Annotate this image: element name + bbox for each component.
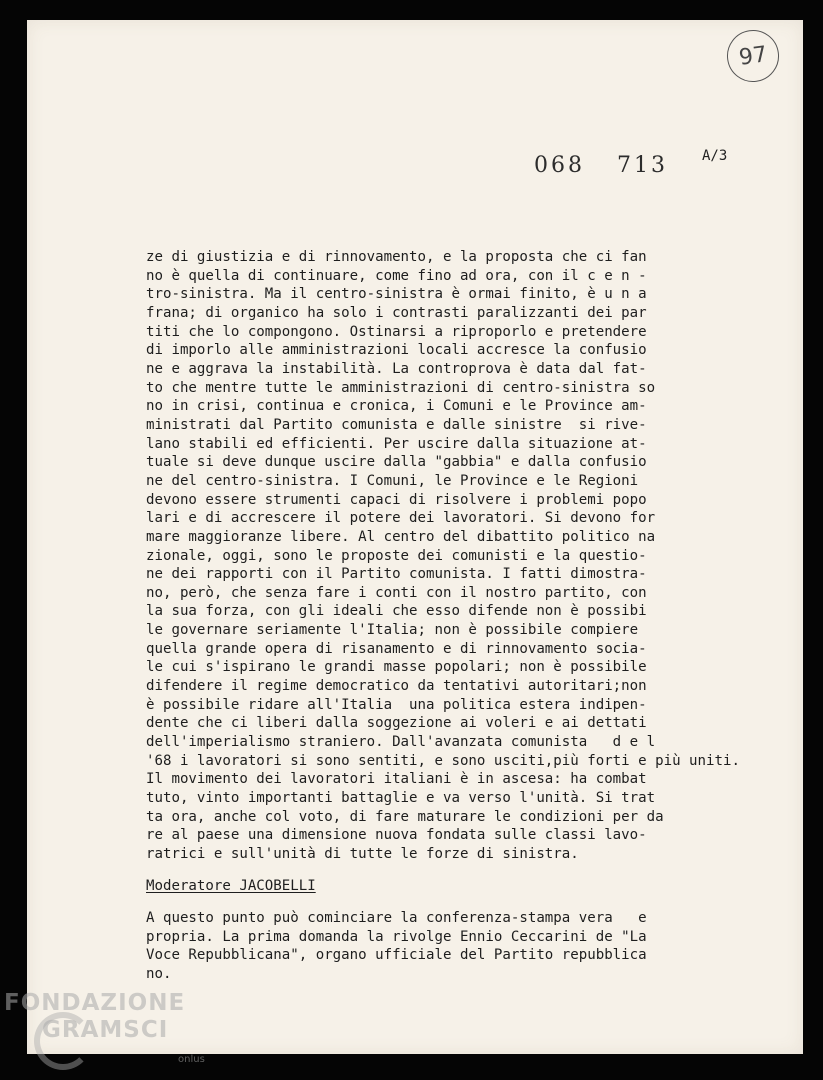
- handwritten-page-number: [724, 27, 783, 86]
- document-page: [27, 20, 803, 1054]
- watermark-line1: FONDAZIONE: [4, 990, 186, 1016]
- page-number-text: 97: [737, 41, 769, 71]
- reply-paragraph: A questo punto può cominciare la conferenza-stampa vera e propria. La prima domanda la rivolge Ennio Ceccarini de "La Voce Repubblicana", organo ufficiale del Partito repubblica no.: [146, 910, 647, 982]
- watermark-logo-icon: [34, 1012, 92, 1070]
- speaker-label: Moderatore JACOBELLI: [146, 878, 316, 894]
- folio-label: A/3: [702, 148, 728, 164]
- body-paragraph: ze di giustizia e di rinnovamento, e la proposta che ci fan no è quella di continuare, come fino ad ora, con il c e n - tro-sinistra. Ma il centro-sinistra è ormai finito, è u n a frana; di organico ha solo i contrasti paralizzanti dei par titi che lo compongono. Ostinarsi a riproporlo e pretendere di imporlo alle amministrazioni locali accresce la confusio ne e aggrava la instabilità. La controprova è data dal fat- to che mentre tutte le amministrazioni di centro-sinistra so no in crisi, continua e cronica, i Comuni e le Province am- ministrati dal Partito comunista e dalle sinistre si rive- lano stabili ed efficienti. Per uscire dalla situazione at- tuale si deve dunque uscire dalla "gabbia" e dalla confusio ne del centro-sinistra. I Comuni, le Province e le Regioni devono essere strumenti capaci di risolvere i problemi popo lari e di accrescere il potere dei lavoratori. Si devono for mare maggioranze libere. Al centro del dibattito politico na zionale, oggi, sono le proposte dei comunisti e la questio- ne dei rapporti con il Partito comunista. I fatti dimostra- no, però, che senza fare i conti con il nostro partito, con la sua forza, con gli ideali che esso difende non è possibi le governare seriamente l'Italia; non è possibile compiere quella grande opera di risanamento e di rinnovamento socia- le cui s'ispirano le grandi masse popolari; non è possibile difendere il regime democratico da tentativi autoritari;non è possibile ridare all'Italia una politica estera indipen- dente che ci liberi dalla soggezione ai voleri e ai dettati dell'imperialismo straniero. Dall'avanzata comunista d e l '68 i lavoratori si sono sentiti, e sono usciti,più forti e più uniti. Il movimento dei lavoratori italiani è in ascesa: ha combat tuto, vinto importanti battaglie e va verso l'unità. Si trat ta ora, anche col voto, di fare maturare le condizioni per da re al paese una dimensione nuova fondata sulle classi lavo- ratrici e sull'unità di tutte le forze di sinistra.: [146, 249, 740, 862]
- watermark-line2: GRAMSCI: [42, 1017, 169, 1043]
- archive-stamp-number: 068 713: [534, 153, 668, 178]
- watermark: [4, 990, 205, 1065]
- watermark-line3: onlus: [178, 1054, 205, 1065]
